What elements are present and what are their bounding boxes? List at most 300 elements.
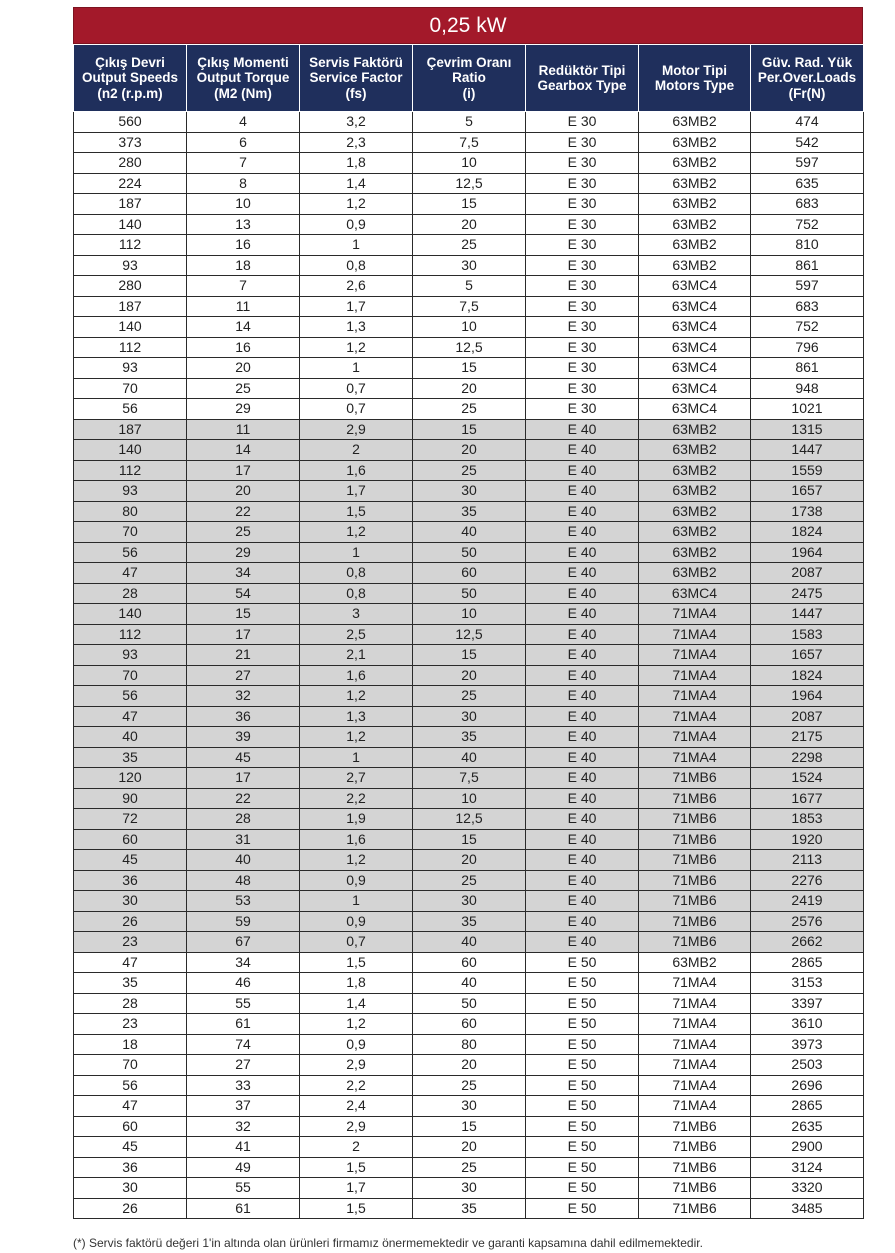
cell-output-torque: 27 [187,665,300,686]
cell-output-speed: 187 [74,419,187,440]
table-row [74,132,864,153]
cell-overhung-load: 1824 [751,522,864,543]
cell-ratio: 25 [413,1157,526,1178]
cell-gearbox-type: E 40 [526,727,639,748]
cell-service-factor: 1,6 [300,460,413,481]
table-body [74,112,864,1219]
cell-gearbox-type: E 40 [526,829,639,850]
cell-output-torque: 20 [187,481,300,502]
cell-motor-type: 63MC4 [639,296,751,317]
cell-overhung-load: 1677 [751,788,864,809]
table-row [74,1198,864,1219]
cell-output-torque: 11 [187,296,300,317]
cell-motor-type: 63MB2 [639,194,751,215]
cell-overhung-load: 3485 [751,1198,864,1219]
cell-overhung-load: 1824 [751,665,864,686]
table-row [74,891,864,912]
cell-output-torque: 40 [187,850,300,871]
table-row [74,358,864,379]
cell-overhung-load: 2087 [751,706,864,727]
cell-service-factor: 2,3 [300,132,413,153]
cell-output-torque: 16 [187,235,300,256]
cell-output-torque: 37 [187,1096,300,1117]
cell-output-speed: 70 [74,665,187,686]
cell-motor-type: 63MB2 [639,112,751,133]
power-title: 0,25 kW [73,7,863,44]
cell-ratio: 40 [413,973,526,994]
cell-overhung-load: 2576 [751,911,864,932]
table-row [74,1178,864,1199]
cell-overhung-load: 2865 [751,1096,864,1117]
table-row [74,399,864,420]
table-row [74,563,864,584]
table-row [74,952,864,973]
cell-gearbox-type: E 50 [526,1178,639,1199]
cell-ratio: 60 [413,1014,526,1035]
cell-motor-type: 63MC4 [639,337,751,358]
cell-service-factor: 1,3 [300,706,413,727]
cell-output-speed: 47 [74,563,187,584]
cell-overhung-load: 1315 [751,419,864,440]
cell-output-torque: 14 [187,440,300,461]
cell-service-factor: 1,2 [300,337,413,358]
cell-overhung-load: 2900 [751,1137,864,1158]
cell-ratio: 20 [413,850,526,871]
cell-output-torque: 20 [187,358,300,379]
cell-output-torque: 25 [187,378,300,399]
cell-motor-type: 71MB6 [639,1178,751,1199]
table-row [74,419,864,440]
cell-overhung-load: 3320 [751,1178,864,1199]
cell-output-torque: 74 [187,1034,300,1055]
table-row [74,542,864,563]
cell-overhung-load: 1964 [751,542,864,563]
cell-overhung-load: 2503 [751,1055,864,1076]
cell-output-torque: 55 [187,993,300,1014]
cell-service-factor: 1,7 [300,296,413,317]
cell-service-factor: 1,2 [300,727,413,748]
cell-gearbox-type: E 40 [526,440,639,461]
cell-overhung-load: 3153 [751,973,864,994]
cell-ratio: 12,5 [413,173,526,194]
cell-ratio: 20 [413,1137,526,1158]
cell-ratio: 12,5 [413,809,526,830]
col-header-en: Service Factor [309,70,403,86]
cell-output-torque: 11 [187,419,300,440]
cell-ratio: 20 [413,1055,526,1076]
cell-overhung-load: 597 [751,153,864,174]
cell-gearbox-type: E 40 [526,932,639,953]
cell-overhung-load: 474 [751,112,864,133]
cell-output-torque: 49 [187,1157,300,1178]
col-header-gearbox-type [526,45,639,112]
cell-output-speed: 30 [74,891,187,912]
footnote: (*) Servis faktörü değeri 1'in altında olan ürünleri firmamız önermemektedir ve garanti kapsamına dahil edilmemektedir. [73,1236,703,1250]
table-row [74,440,864,461]
cell-ratio: 7,5 [413,296,526,317]
cell-gearbox-type: E 40 [526,522,639,543]
cell-overhung-load: 3397 [751,993,864,1014]
cell-output-speed: 140 [74,317,187,338]
cell-ratio: 80 [413,1034,526,1055]
cell-output-torque: 48 [187,870,300,891]
cell-motor-type: 71MB6 [639,891,751,912]
cell-gearbox-type: E 30 [526,235,639,256]
cell-service-factor: 2,2 [300,788,413,809]
cell-ratio: 10 [413,153,526,174]
col-header-en: Ratio [452,70,486,86]
cell-output-torque: 14 [187,317,300,338]
table-row [74,870,864,891]
cell-service-factor: 1,4 [300,173,413,194]
cell-ratio: 12,5 [413,624,526,645]
table-row [74,1075,864,1096]
cell-output-torque: 34 [187,952,300,973]
cell-motor-type: 63MC4 [639,317,751,338]
cell-overhung-load: 2475 [751,583,864,604]
cell-service-factor: 3 [300,604,413,625]
cell-service-factor: 2,4 [300,1096,413,1117]
cell-output-torque: 39 [187,727,300,748]
cell-overhung-load: 1657 [751,645,864,666]
table-row [74,604,864,625]
cell-overhung-load: 1559 [751,460,864,481]
cell-output-torque: 46 [187,973,300,994]
cell-service-factor: 2,5 [300,624,413,645]
cell-gearbox-type: E 40 [526,501,639,522]
table-row [74,337,864,358]
cell-service-factor: 1,8 [300,973,413,994]
cell-ratio: 10 [413,317,526,338]
cell-output-torque: 4 [187,112,300,133]
table-row [74,747,864,768]
col-header-tr: Servis Faktörü [309,54,403,70]
cell-gearbox-type: E 50 [526,1157,639,1178]
cell-output-speed: 26 [74,1198,187,1219]
cell-service-factor: 2,9 [300,1116,413,1137]
table-row [74,1055,864,1076]
cell-output-speed: 112 [74,337,187,358]
cell-gearbox-type: E 50 [526,952,639,973]
cell-ratio: 50 [413,583,526,604]
cell-overhung-load: 861 [751,358,864,379]
cell-service-factor: 1,5 [300,952,413,973]
cell-output-torque: 29 [187,542,300,563]
cell-service-factor: 2 [300,440,413,461]
cell-output-torque: 53 [187,891,300,912]
table-row [74,173,864,194]
cell-ratio: 15 [413,1116,526,1137]
cell-ratio: 35 [413,1198,526,1219]
cell-motor-type: 63MB2 [639,440,751,461]
cell-overhung-load: 683 [751,194,864,215]
cell-output-speed: 56 [74,399,187,420]
cell-output-speed: 93 [74,255,187,276]
col-header-ratio [413,45,526,112]
cell-output-speed: 45 [74,850,187,871]
cell-ratio: 7,5 [413,768,526,789]
cell-output-torque: 27 [187,1055,300,1076]
cell-overhung-load: 1447 [751,440,864,461]
table-row [74,255,864,276]
cell-ratio: 20 [413,378,526,399]
cell-service-factor: 1,2 [300,522,413,543]
cell-ratio: 30 [413,255,526,276]
cell-gearbox-type: E 50 [526,993,639,1014]
cell-service-factor: 1 [300,542,413,563]
table-row [74,788,864,809]
cell-overhung-load: 2175 [751,727,864,748]
cell-ratio: 30 [413,481,526,502]
cell-service-factor: 1,6 [300,665,413,686]
cell-ratio: 5 [413,112,526,133]
cell-motor-type: 63MB2 [639,214,751,235]
cell-output-torque: 61 [187,1198,300,1219]
cell-motor-type: 71MA4 [639,1096,751,1117]
table-row [74,932,864,953]
table-row [74,768,864,789]
cell-service-factor: 1 [300,747,413,768]
col-header-service-factor [300,45,413,112]
cell-overhung-load: 2087 [751,563,864,584]
cell-ratio: 20 [413,214,526,235]
table-row [74,112,864,133]
cell-motor-type: 63MB2 [639,235,751,256]
cell-service-factor: 1,4 [300,993,413,1014]
cell-service-factor: 2,9 [300,1055,413,1076]
table-row [74,665,864,686]
cell-output-speed: 26 [74,911,187,932]
cell-output-speed: 70 [74,522,187,543]
spec-sheet [73,7,863,1219]
cell-ratio: 25 [413,686,526,707]
cell-service-factor: 0,7 [300,399,413,420]
cell-output-speed: 36 [74,870,187,891]
cell-overhung-load: 2635 [751,1116,864,1137]
table-row [74,809,864,830]
cell-ratio: 15 [413,645,526,666]
cell-motor-type: 71MB6 [639,768,751,789]
cell-service-factor: 0,7 [300,378,413,399]
cell-output-speed: 40 [74,727,187,748]
cell-service-factor: 1,7 [300,1178,413,1199]
cell-output-speed: 187 [74,296,187,317]
cell-output-torque: 22 [187,788,300,809]
cell-motor-type: 71MB6 [639,1137,751,1158]
table-row [74,1116,864,1137]
cell-ratio: 60 [413,563,526,584]
cell-ratio: 10 [413,788,526,809]
cell-motor-type: 71MA4 [639,624,751,645]
cell-motor-type: 71MA4 [639,706,751,727]
cell-overhung-load: 1657 [751,481,864,502]
cell-output-torque: 25 [187,522,300,543]
cell-output-torque: 16 [187,337,300,358]
cell-overhung-load: 3610 [751,1014,864,1035]
cell-gearbox-type: E 30 [526,153,639,174]
table-row [74,686,864,707]
cell-motor-type: 71MA4 [639,1055,751,1076]
cell-output-speed: 70 [74,1055,187,1076]
cell-overhung-load: 2419 [751,891,864,912]
cell-gearbox-type: E 30 [526,337,639,358]
cell-output-speed: 80 [74,501,187,522]
col-header-en: Motors Type [654,78,735,93]
cell-output-torque: 28 [187,809,300,830]
cell-motor-type: 71MB6 [639,1157,751,1178]
table-row [74,378,864,399]
table-row [74,1096,864,1117]
cell-output-torque: 6 [187,132,300,153]
cell-ratio: 30 [413,1178,526,1199]
cell-output-torque: 32 [187,1116,300,1137]
cell-service-factor: 2,2 [300,1075,413,1096]
cell-output-torque: 17 [187,460,300,481]
cell-service-factor: 3,2 [300,112,413,133]
cell-output-torque: 33 [187,1075,300,1096]
cell-ratio: 50 [413,542,526,563]
cell-gearbox-type: E 50 [526,1137,639,1158]
cell-service-factor: 0,8 [300,583,413,604]
cell-motor-type: 71MB6 [639,932,751,953]
cell-overhung-load: 2113 [751,850,864,871]
cell-output-speed: 56 [74,542,187,563]
cell-overhung-load: 2662 [751,932,864,953]
table-row [74,522,864,543]
cell-output-speed: 280 [74,276,187,297]
cell-gearbox-type: E 30 [526,378,639,399]
cell-output-speed: 112 [74,460,187,481]
table-row [74,583,864,604]
cell-output-speed: 47 [74,706,187,727]
cell-motor-type: 71MB6 [639,1116,751,1137]
cell-overhung-load: 3973 [751,1034,864,1055]
cell-overhung-load: 1964 [751,686,864,707]
table-row [74,481,864,502]
cell-gearbox-type: E 40 [526,870,639,891]
cell-output-torque: 59 [187,911,300,932]
header-row [74,45,864,112]
cell-output-speed: 36 [74,1157,187,1178]
cell-output-speed: 93 [74,645,187,666]
cell-gearbox-type: E 40 [526,686,639,707]
cell-gearbox-type: E 40 [526,747,639,768]
cell-overhung-load: 861 [751,255,864,276]
cell-output-speed: 140 [74,440,187,461]
cell-motor-type: 63MB2 [639,419,751,440]
cell-service-factor: 1,9 [300,809,413,830]
cell-service-factor: 0,8 [300,563,413,584]
cell-gearbox-type: E 50 [526,1116,639,1137]
cell-overhung-load: 1920 [751,829,864,850]
cell-gearbox-type: E 40 [526,788,639,809]
cell-gearbox-type: E 40 [526,481,639,502]
cell-output-speed: 56 [74,1075,187,1096]
cell-output-torque: 55 [187,1178,300,1199]
cell-gearbox-type: E 30 [526,358,639,379]
col-header-unit: (n2 (r.p.m) [97,85,163,101]
cell-ratio: 5 [413,276,526,297]
cell-service-factor: 2,1 [300,645,413,666]
cell-ratio: 30 [413,706,526,727]
cell-output-torque: 15 [187,604,300,625]
table-row [74,645,864,666]
cell-ratio: 15 [413,829,526,850]
table-row [74,706,864,727]
cell-output-speed: 18 [74,1034,187,1055]
cell-gearbox-type: E 30 [526,399,639,420]
cell-ratio: 30 [413,1096,526,1117]
cell-output-speed: 280 [74,153,187,174]
cell-overhung-load: 683 [751,296,864,317]
col-header-output-speed [74,45,187,112]
cell-motor-type: 63MB2 [639,522,751,543]
cell-ratio: 25 [413,870,526,891]
cell-service-factor: 0,9 [300,214,413,235]
cell-motor-type: 71MA4 [639,1034,751,1055]
cell-output-speed: 373 [74,132,187,153]
cell-output-speed: 140 [74,604,187,625]
cell-output-torque: 8 [187,173,300,194]
cell-ratio: 20 [413,665,526,686]
cell-output-speed: 70 [74,378,187,399]
cell-motor-type: 63MC4 [639,399,751,420]
cell-output-speed: 93 [74,481,187,502]
cell-ratio: 35 [413,911,526,932]
cell-ratio: 40 [413,932,526,953]
table-row [74,460,864,481]
cell-output-torque: 61 [187,1014,300,1035]
cell-motor-type: 71MB6 [639,870,751,891]
cell-output-torque: 36 [187,706,300,727]
cell-service-factor: 2,7 [300,768,413,789]
cell-gearbox-type: E 50 [526,1075,639,1096]
cell-service-factor: 1,5 [300,501,413,522]
cell-output-speed: 90 [74,788,187,809]
cell-gearbox-type: E 40 [526,706,639,727]
cell-output-torque: 13 [187,214,300,235]
table-row [74,973,864,994]
cell-motor-type: 63MB2 [639,501,751,522]
cell-gearbox-type: E 40 [526,911,639,932]
cell-ratio: 15 [413,358,526,379]
cell-gearbox-type: E 50 [526,973,639,994]
cell-service-factor: 2 [300,1137,413,1158]
cell-gearbox-type: E 30 [526,194,639,215]
col-header-en: Output Torque [196,70,290,86]
cell-service-factor: 1 [300,235,413,256]
cell-gearbox-type: E 40 [526,768,639,789]
cell-output-speed: 45 [74,1137,187,1158]
cell-overhung-load: 1853 [751,809,864,830]
spec-table [73,44,864,1219]
cell-output-speed: 56 [74,686,187,707]
cell-motor-type: 71MA4 [639,727,751,748]
table-row [74,1157,864,1178]
col-header-tr: Redüktör Tipi [538,62,626,78]
cell-overhung-load: 810 [751,235,864,256]
cell-service-factor: 1 [300,358,413,379]
cell-gearbox-type: E 50 [526,1055,639,1076]
cell-ratio: 40 [413,522,526,543]
cell-gearbox-type: E 40 [526,419,639,440]
cell-overhung-load: 635 [751,173,864,194]
cell-service-factor: 1,2 [300,1014,413,1035]
table-row [74,296,864,317]
cell-ratio: 25 [413,460,526,481]
cell-overhung-load: 1447 [751,604,864,625]
cell-overhung-load: 2865 [751,952,864,973]
